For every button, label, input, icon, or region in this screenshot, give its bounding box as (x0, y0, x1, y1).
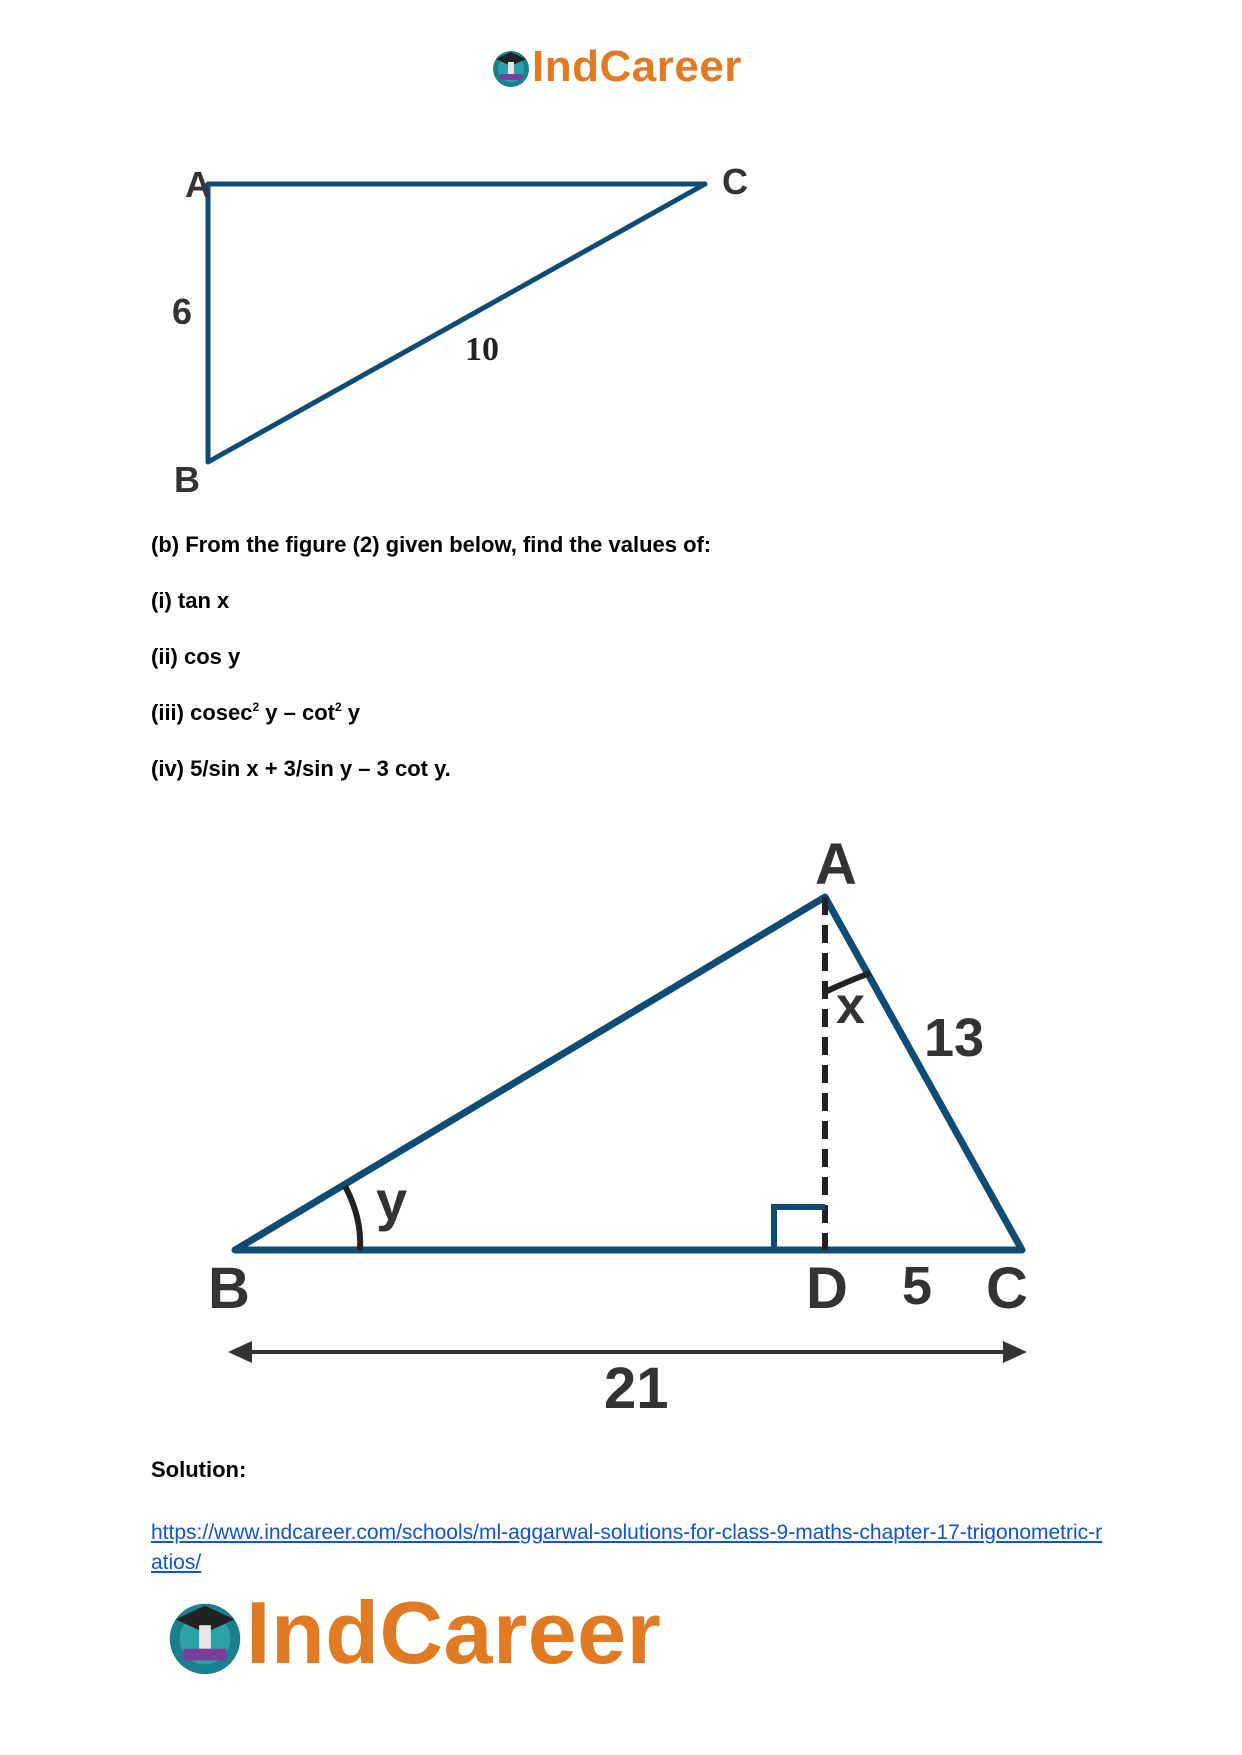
arrow-left-icon (228, 1341, 252, 1363)
part-iii-suffix: y (341, 700, 361, 725)
angle-y-label: y (376, 1169, 408, 1232)
right-angle-marker (774, 1207, 825, 1250)
vertex-a-label: A (185, 164, 211, 205)
brand-name: IndCareer (532, 42, 742, 91)
graduation-globe-icon (160, 1590, 250, 1680)
side-bc-label: 21 (604, 1356, 669, 1420)
vertex-b-label: B (174, 459, 200, 500)
side-ab-label: 6 (172, 291, 193, 332)
part-iii-sup-1: 2 (252, 700, 260, 714)
angle-x-label: x (836, 977, 865, 1035)
side-ac-label: 13 (924, 1008, 985, 1068)
part-iii-prefix: (iii) cosec (151, 700, 253, 725)
triangle-figure-1 (150, 150, 790, 510)
arrow-right-icon (1003, 1341, 1027, 1363)
side-bc-label: 10 (465, 331, 499, 368)
vertex-c-label: C (986, 1256, 1028, 1321)
footer-logo (160, 1582, 710, 1692)
question-part-ii: (ii) cos y (151, 644, 241, 669)
brand-name: IndCareer (246, 1583, 662, 1682)
triangle-abc (208, 184, 705, 462)
graduation-globe-icon (488, 44, 534, 90)
vertex-a-label: A (815, 832, 857, 897)
vertex-b-label: B (208, 1256, 250, 1321)
solution-label: Solution: (151, 1457, 247, 1482)
question-part-iv: (iv) 5/sin x + 3/sin y – 3 cot y. (151, 756, 451, 781)
part-iii-sup-2: 2 (334, 700, 342, 714)
part-iii-mid: y – cot (259, 700, 335, 725)
vertex-c-label: C (722, 161, 748, 202)
question-part-i: (i) tan x (151, 588, 230, 613)
solution-link[interactable]: https://www.indcareer.com/schools/ml-aggarwal-solutions-for-class-9-maths-chapter-17-trigonometric-ratios/ (151, 1521, 1103, 1574)
side-dc-label: 5 (902, 1256, 933, 1316)
vertex-d-label: D (806, 1256, 848, 1321)
angle-y-arc (345, 1186, 360, 1250)
question-part-iii (151, 700, 360, 726)
triangle-figure-2 (200, 820, 1060, 1420)
question-intro: (b) From the figure (2) given below, find the values of: (151, 532, 712, 557)
header-logo (488, 40, 758, 96)
